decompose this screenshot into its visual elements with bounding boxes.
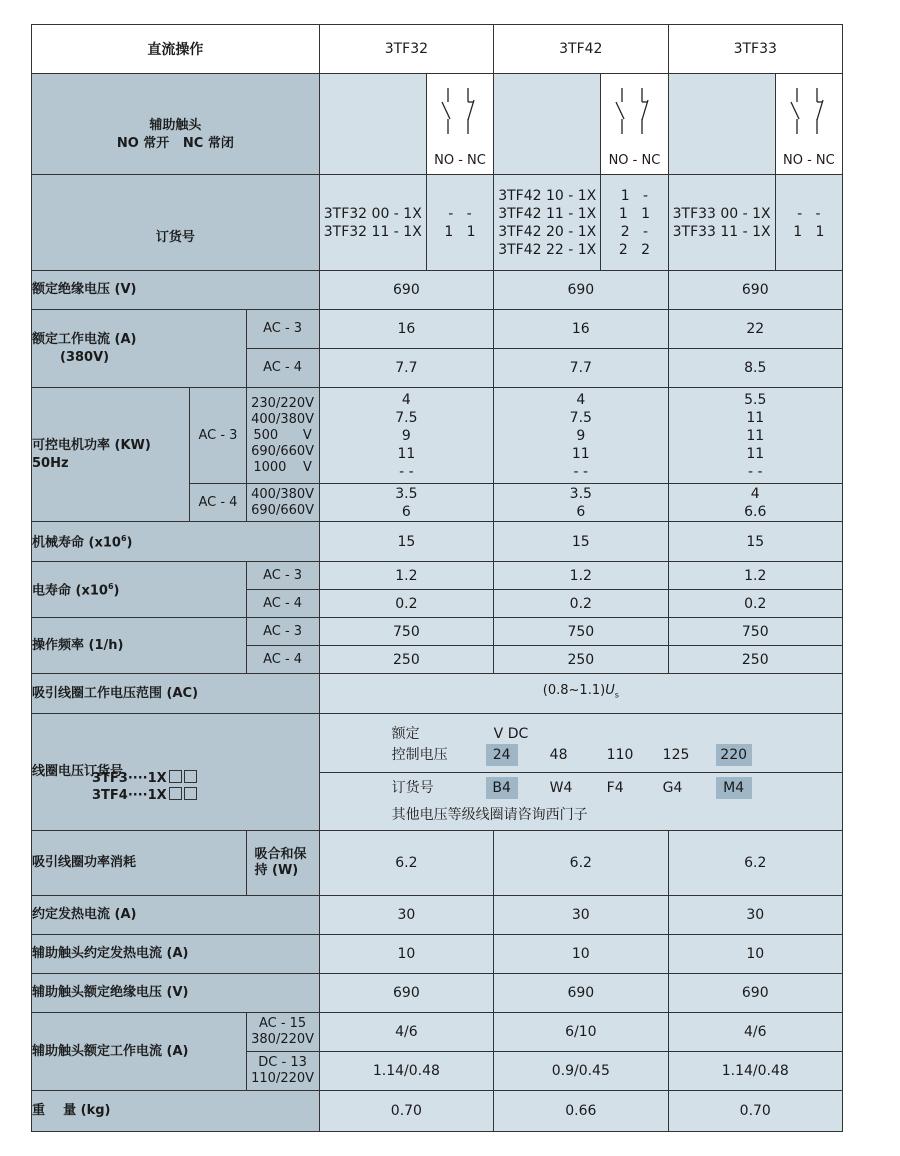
contact-count: 1 1 — [618, 205, 651, 222]
value-cell: 30 — [668, 896, 842, 935]
value-cell: 10 — [668, 935, 842, 974]
value-cell: 250 — [494, 646, 668, 674]
power-value: - - — [399, 463, 414, 480]
blank-cell — [668, 74, 775, 175]
power-value: - - — [747, 463, 763, 480]
mech-life-label — [32, 522, 320, 562]
unit-label: V DC — [493, 726, 529, 742]
aux-contacts-legend: NO 常开 NC 常闭 — [116, 136, 234, 151]
power-value: 6 — [576, 503, 586, 520]
coil-code-highlight: M4 — [716, 777, 752, 799]
voltage-value: 230/220V — [251, 395, 315, 411]
value-cell: 750 — [494, 618, 668, 646]
thermal-current-row — [32, 896, 843, 935]
blank-cell — [494, 74, 601, 175]
order-code: 3TF32 11 - 1X — [323, 223, 422, 240]
order-contacts-3tf42 — [601, 175, 668, 271]
aux-contacts-row — [32, 74, 843, 175]
power-value: 3.5 — [395, 485, 418, 502]
utilization-category: AC - 3 — [246, 618, 319, 646]
aux-rated-current-label: 辅助触头额定工作电流 (A) — [32, 1013, 247, 1091]
weight-row — [32, 1091, 843, 1132]
contact-symbol-cell — [775, 74, 842, 175]
no-nc-contact-icon — [787, 86, 831, 136]
header-row — [32, 25, 843, 74]
power-value: - - — [573, 463, 589, 480]
value-cell: 6.2 — [494, 831, 668, 896]
value-cell: 30 — [319, 896, 493, 935]
contact-count: - - — [797, 205, 821, 222]
value-cell: 1.2 — [668, 562, 842, 590]
coil-range-unit: U — [605, 683, 615, 699]
coil-code: F4 — [606, 780, 624, 796]
order-contacts-3tf32 — [426, 175, 493, 271]
paren: ) — [113, 583, 120, 599]
voltage-option: 125 — [662, 747, 690, 763]
value-cell: 0.2 — [668, 590, 842, 618]
order-number-row — [32, 175, 843, 271]
value-cell: 8.5 — [668, 349, 842, 388]
coil-order-note: 其他电压等级线圈请咨询西门子 — [391, 807, 588, 823]
power-value: 7.5 — [395, 409, 418, 426]
value-cell: 10 — [319, 935, 493, 974]
power-values-3tf32 — [319, 388, 493, 484]
value-cell: 1.14/0.48 — [319, 1052, 493, 1091]
power-value: 6 — [401, 503, 411, 520]
utilization-category: AC - 4 — [246, 349, 319, 388]
voltage-list — [246, 388, 319, 484]
power-value: 11 — [746, 427, 765, 444]
aux-contacts-title: 辅助触头 — [149, 118, 202, 133]
value-cell: 690 — [494, 974, 668, 1013]
value-cell: 15 — [494, 522, 668, 562]
rated-label: 额定 — [391, 726, 420, 742]
exponent: 6 — [107, 582, 114, 592]
order-number-label: 订货号 — [32, 175, 320, 271]
aux-thermal-current-row — [32, 935, 843, 974]
value-cell: 0.9/0.45 — [494, 1052, 668, 1091]
power-values-3tf42 — [494, 484, 668, 522]
coil-code: 3TF4····1X — [92, 788, 167, 803]
voltage-value: 500 V — [253, 427, 312, 443]
value-cell: 4/6 — [668, 1013, 842, 1052]
voltage-list — [246, 484, 319, 522]
value-cell: 30 — [494, 896, 668, 935]
contact-symbol-cell — [601, 74, 668, 175]
value-cell: 6.2 — [319, 831, 493, 896]
power-value: 4 — [576, 391, 586, 408]
power-value: 11 — [397, 445, 416, 462]
voltage-option-highlight: 220 — [716, 744, 752, 766]
value-cell: 10 — [494, 935, 668, 974]
power-values-3tf32 — [319, 484, 493, 522]
order-contacts-3tf33 — [775, 175, 842, 271]
value-cell: 7.7 — [319, 349, 493, 388]
coil-range-row — [32, 674, 843, 714]
coil-code-highlight: B4 — [486, 777, 518, 799]
value-cell: 1.2 — [319, 562, 493, 590]
utilization-category: AC - 4 — [246, 590, 319, 618]
motor-power-ac3-row — [32, 388, 843, 484]
value-cell: 0.70 — [668, 1091, 842, 1132]
coil-range-subscript: s — [614, 690, 619, 700]
power-value: 11 — [746, 409, 765, 426]
coil-power-label: 吸引线圈功率消耗 — [32, 831, 247, 896]
order-code: 3TF42 10 - 1X — [498, 187, 597, 204]
elec-life-text: 电寿命 (x10 — [32, 583, 108, 599]
order-code: 3TF32 00 - 1X — [323, 205, 422, 222]
voltage-option: 48 — [549, 747, 568, 763]
value-cell: 6/10 — [494, 1013, 668, 1052]
motor-power-frequency: 50Hz — [32, 455, 69, 471]
contact-count: 1 1 — [793, 223, 825, 240]
aux-insulation-voltage-label: 辅助触头额定绝缘电压 (V) — [32, 974, 320, 1013]
exponent: 6 — [120, 534, 127, 544]
placeholder-box-icon — [169, 787, 182, 800]
value-cell: 7.7 — [494, 349, 668, 388]
value-cell: 0.66 — [494, 1091, 668, 1132]
contact-count: 2 - — [620, 223, 649, 240]
power-value: 3.5 — [569, 485, 592, 502]
mech-life-text: 机械寿命 (x10 — [32, 535, 121, 551]
no-nc-caption: NO - NC — [434, 153, 486, 168]
utilization-category: AC - 4 — [246, 646, 319, 674]
value-cell: 690 — [319, 974, 493, 1013]
value-cell: 250 — [668, 646, 842, 674]
value-cell: 750 — [668, 618, 842, 646]
control-voltage-label: 控制电压 — [391, 747, 448, 763]
placeholder-box-icon — [184, 787, 197, 800]
value-cell: 0.70 — [319, 1091, 493, 1132]
category-voltage: 380/220V — [251, 1032, 315, 1047]
value-cell: 6.2 — [668, 831, 842, 896]
value-cell: 250 — [319, 646, 493, 674]
mech-life-row — [32, 522, 843, 562]
order-codes-3tf33 — [668, 175, 775, 271]
order-code: 3TF42 20 - 1X — [498, 223, 597, 240]
placeholder-box-icon — [184, 770, 197, 783]
aux-rated-current-ac15-row — [32, 1013, 843, 1052]
value-cell: 15 — [319, 522, 493, 562]
insulation-voltage-label: 额定绝缘电压 (V) — [32, 271, 320, 310]
model-3tf42-header: 3TF42 — [494, 25, 668, 74]
placeholder-box-icon — [169, 770, 182, 783]
op-freq-label: 操作频率 (1/h) — [32, 618, 247, 674]
paren: ) — [126, 535, 133, 551]
contact-count: 1 1 — [444, 223, 476, 240]
coil-range-label: 吸引线圈工作电压范围 (AC) — [32, 674, 320, 714]
value-cell: 0.2 — [494, 590, 668, 618]
value-cell: 16 — [494, 310, 668, 349]
power-value: 9 — [401, 427, 411, 444]
utilization-category: AC - 3 — [246, 310, 319, 349]
aux-thermal-current-label: 辅助触头约定发热电流 (A) — [32, 935, 320, 974]
category-name: DC - 13 — [258, 1055, 307, 1070]
coil-order-title: 线圈电压订货号 — [32, 764, 124, 779]
motor-power-label — [32, 388, 190, 522]
coil-order-codes — [92, 770, 197, 804]
order-code: 3TF33 11 - 1X — [672, 223, 771, 240]
coil-power-row — [32, 831, 843, 896]
no-nc-caption: NO - NC — [608, 153, 661, 168]
power-values-3tf42 — [494, 388, 668, 484]
contact-count: 1 - — [620, 187, 649, 204]
order-code: 3TF42 22 - 1X — [498, 241, 597, 258]
value-cell: 690 — [494, 271, 668, 310]
weight-label: 重 量 (kg) — [32, 1091, 320, 1132]
value-cell: 1.2 — [494, 562, 668, 590]
utilization-category — [246, 1052, 319, 1091]
power-value: 9 — [576, 427, 586, 444]
value-cell: 1.14/0.48 — [668, 1052, 842, 1091]
aux-contacts-label — [32, 74, 320, 175]
contact-symbol-cell — [426, 74, 493, 175]
coil-order-label — [32, 714, 320, 831]
elec-life-label — [32, 562, 247, 618]
voltage-value: 690/660V — [251, 502, 315, 518]
order-code: 3TF42 11 - 1X — [498, 205, 597, 222]
insulation-voltage-row — [32, 271, 843, 310]
motor-power-title: 可控电机功率 (KW) — [32, 437, 151, 453]
coil-code: 3TF3····1X — [92, 771, 167, 786]
power-values-3tf33 — [668, 484, 842, 522]
power-value: 11 — [571, 445, 590, 462]
value-cell: 690 — [319, 271, 493, 310]
power-value: 11 — [746, 445, 765, 462]
contact-count: 2 2 — [618, 241, 651, 258]
rated-current-label — [32, 310, 247, 388]
utilization-category — [246, 1013, 319, 1052]
voltage-value: 400/380V — [251, 411, 315, 427]
coil-code: W4 — [549, 780, 573, 796]
no-nc-contact-icon — [612, 86, 656, 136]
value-cell: 16 — [319, 310, 493, 349]
thermal-current-label: 约定发热电流 (A) — [32, 896, 320, 935]
value-cell: 22 — [668, 310, 842, 349]
value-cell: 690 — [668, 974, 842, 1013]
coil-power-sub: 吸合和保持 (W) — [246, 831, 319, 896]
divider — [320, 772, 842, 773]
no-nc-caption: NO - NC — [783, 153, 835, 168]
coil-order-row — [32, 714, 843, 831]
power-value: 4 — [750, 485, 760, 502]
value-cell: 690 — [668, 271, 842, 310]
elec-life-ac3-row — [32, 562, 843, 590]
model-3tf33-header: 3TF33 — [668, 25, 842, 74]
model-3tf32-header: 3TF32 — [319, 25, 493, 74]
contact-count: - - — [448, 205, 472, 222]
power-value: 6.6 — [744, 503, 767, 520]
table-title: 直流操作 — [32, 25, 320, 74]
voltage-option-highlight: 24 — [486, 744, 518, 766]
utilization-category: AC - 3 — [190, 388, 246, 484]
rated-current-voltage: (380V) — [60, 349, 110, 365]
order-codes-3tf42 — [494, 175, 601, 271]
value-cell: 750 — [319, 618, 493, 646]
category-voltage: 110/220V — [251, 1071, 315, 1086]
utilization-category: AC - 4 — [190, 484, 246, 522]
op-freq-ac3-row — [32, 618, 843, 646]
coil-range-value — [319, 674, 842, 714]
order-code: 3TF33 00 - 1X — [672, 205, 771, 222]
coil-range-factor: (0.8~1.1) — [542, 683, 606, 699]
rated-current-title: 额定工作电流 (A) — [32, 331, 137, 347]
category-name: AC - 15 — [258, 1016, 307, 1031]
rated-current-ac3-row — [32, 310, 843, 349]
voltage-value: 690/660V — [251, 443, 315, 459]
aux-insulation-voltage-row — [32, 974, 843, 1013]
power-value: 7.5 — [569, 409, 592, 426]
order-label: 订货号 — [391, 780, 434, 796]
power-value: 4 — [401, 391, 411, 408]
value-cell: 0.2 — [319, 590, 493, 618]
blank-cell — [319, 74, 426, 175]
value-cell: 4/6 — [319, 1013, 493, 1052]
power-value: 5.5 — [744, 391, 767, 408]
coil-order-table — [319, 714, 842, 831]
power-values-3tf33 — [668, 388, 842, 484]
utilization-category: AC - 3 — [246, 562, 319, 590]
voltage-value: 400/380V — [251, 486, 315, 502]
voltage-option: 110 — [606, 747, 634, 763]
order-codes-3tf32 — [319, 175, 426, 271]
value-cell: 15 — [668, 522, 842, 562]
voltage-value: 1000 V — [253, 459, 312, 475]
no-nc-contact-icon — [438, 86, 482, 136]
spec-table — [31, 24, 843, 1132]
coil-code: G4 — [662, 780, 683, 796]
